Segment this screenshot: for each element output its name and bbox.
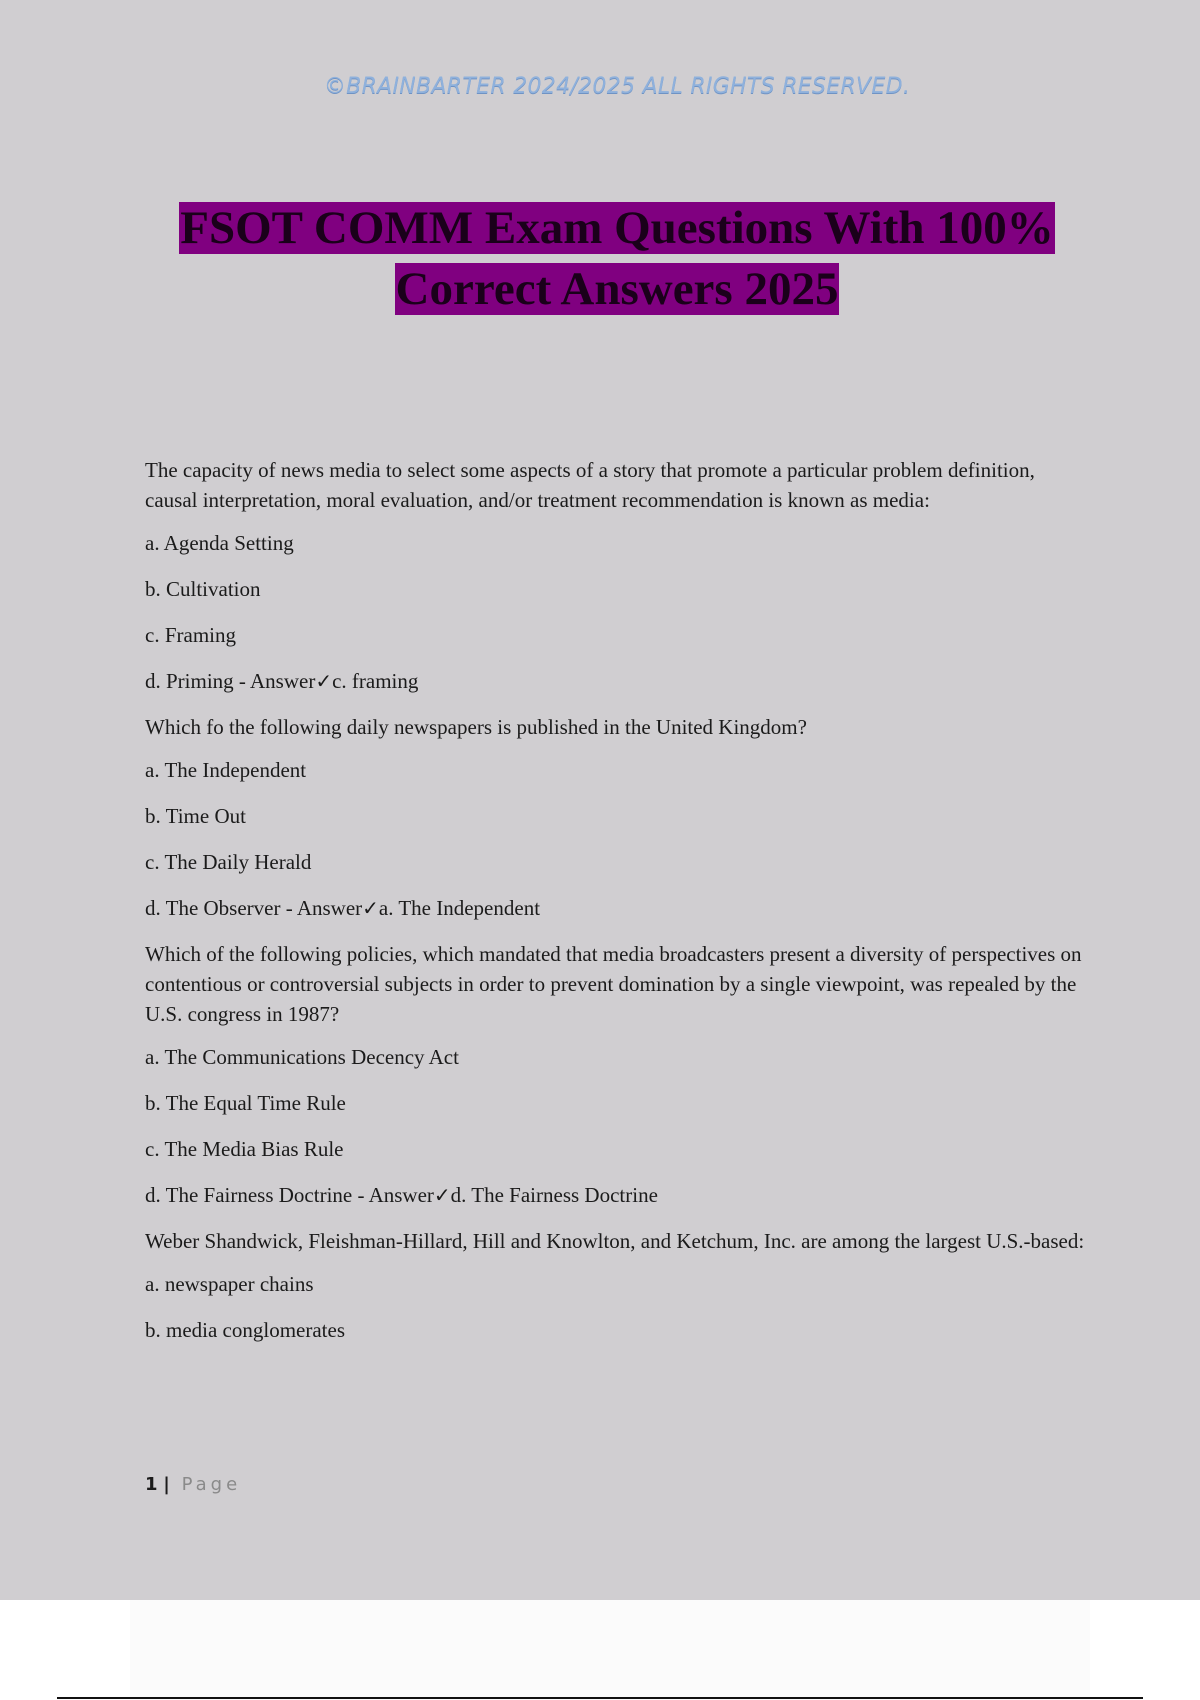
copyright-watermark: ©BRAINBARTER 2024/2025 ALL RIGHTS RESERVED. xyxy=(323,74,911,99)
correct-answer: c. framing xyxy=(332,669,419,693)
answer-option-with-answer xyxy=(145,666,1090,696)
answer-option: a. The Independent xyxy=(145,758,307,782)
answer-option: c. The Media Bias Rule xyxy=(145,1137,344,1161)
question-text: The capacity of news media to select some aspects of a story that promote a particular problem definition, causal interpretation, moral evaluation, and/or treatment recommendation is known as media: xyxy=(145,458,1035,512)
page-separator: | xyxy=(163,1474,170,1495)
page-divider xyxy=(57,1697,1143,1699)
answer-option: a. newspaper chains xyxy=(145,1272,314,1296)
answer-option: a. The Communications Decency Act xyxy=(145,1045,459,1069)
page-label: Page xyxy=(181,1474,242,1495)
answer-option: b. media conglomerates xyxy=(145,1318,346,1342)
option-text: d. Priming - Answer xyxy=(145,669,316,693)
correct-answer: a. The Independent xyxy=(378,896,541,920)
answer-option: c. The Daily Herald xyxy=(145,850,312,874)
answer-option: c. Framing xyxy=(145,623,236,647)
question-text: Which fo the following daily newspapers is published in the United Kingdom? xyxy=(145,715,807,739)
option-text: d. The Observer - Answer xyxy=(145,896,363,920)
title-line-1: FSOT COMM Exam Questions With 100% xyxy=(180,202,1054,254)
question-text: Weber Shandwick, Fleishman-Hillard, Hill and Knowlton, and Ketchum, Inc. are among the largest U.S.-based: xyxy=(145,1229,1085,1253)
checkmark-icon: ✓ xyxy=(433,1183,451,1207)
option-text: d. The Fairness Doctrine - Answer xyxy=(145,1183,434,1207)
question-text: Which of the following policies, which mandated that media broadcasters present a diversity of perspectives on contentious or controversial subjects in order to prevent domination by a single viewpoint, was repealed by the U.S. congress in 1987? xyxy=(145,942,1082,1026)
document-title xyxy=(0,198,1200,320)
next-page-preview xyxy=(130,1600,1090,1700)
answer-option: b. The Equal Time Rule xyxy=(145,1091,346,1115)
checkmark-icon: ✓ xyxy=(315,669,333,693)
page-number: 1 xyxy=(145,1474,158,1495)
questions-body xyxy=(145,455,1090,1361)
title-line-2: Correct Answers 2025 xyxy=(395,263,839,315)
correct-answer: d. The Fairness Doctrine xyxy=(450,1183,658,1207)
answer-option-with-answer xyxy=(145,893,1090,923)
checkmark-icon: ✓ xyxy=(362,896,379,920)
answer-option: a. Agenda Setting xyxy=(145,531,294,555)
page-footer xyxy=(145,1474,241,1495)
answer-option: b. Time Out xyxy=(145,804,246,828)
answer-option-with-answer xyxy=(145,1180,1090,1210)
answer-option: b. Cultivation xyxy=(145,577,261,601)
